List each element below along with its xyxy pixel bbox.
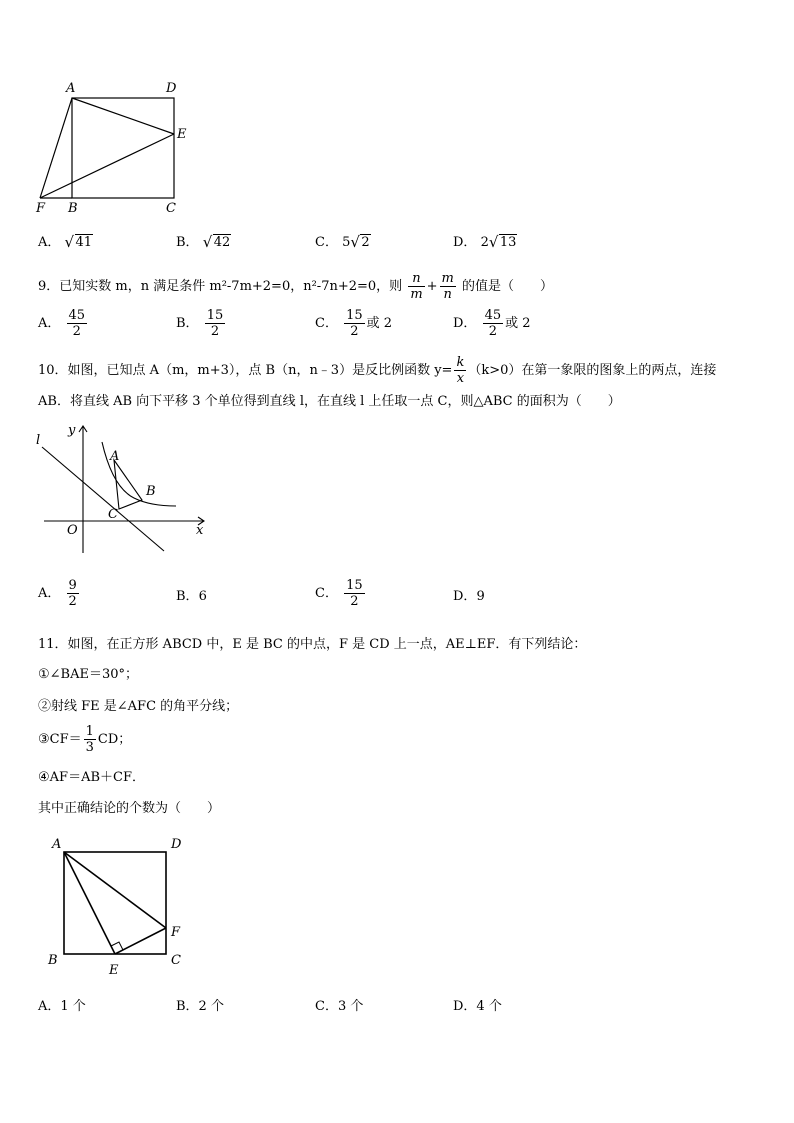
- q8-option-b-label: B．: [176, 235, 199, 250]
- label-e: E: [177, 127, 187, 142]
- q8-a-radicand: 41: [75, 235, 93, 250]
- q11-stem: 11．如图，在正方形 ABCD 中，E 是 BC 的中点，F 是 CD 上一点，AE⊥EF．有下列结论：: [38, 637, 587, 652]
- label-e: E: [109, 963, 119, 978]
- figure-q8: [30, 78, 200, 218]
- q11-statement-1: ①∠BAE＝30°；: [38, 667, 139, 682]
- q9-a-fraction: $\frac{45}{2}$: [68, 308, 86, 339]
- q10-option-b[interactable]: [176, 588, 207, 606]
- figure-q11: [40, 832, 200, 982]
- q10-option-c[interactable]: [315, 578, 367, 609]
- q10-option-b-text: 6: [198, 589, 207, 604]
- label-b: B: [48, 953, 58, 968]
- q11-option-a[interactable]: A．1 个: [38, 999, 86, 1014]
- sqrt-symbol: √ 41: [64, 233, 93, 251]
- triangle-abc: [114, 460, 142, 509]
- q9-c-fraction: $\frac{15}{2}$: [346, 308, 363, 339]
- segment-af: [40, 98, 72, 198]
- q9-stem: [38, 271, 553, 302]
- q9-d-fraction: $\frac{45}{2}$: [484, 308, 502, 339]
- segment-ae: [64, 852, 115, 954]
- q9-b-fraction: $\frac{15}{2}$: [206, 308, 224, 339]
- q11-s3-prefix: ③CF＝: [38, 732, 82, 747]
- label-x: x: [196, 523, 204, 538]
- q9-prefix: 9．已知实数 m，n 满足条件 m²-7m+2=0，n²-7n+2=0，则: [38, 279, 403, 294]
- q9-option-c[interactable]: [315, 308, 392, 339]
- q8-option-d[interactable]: [453, 234, 517, 252]
- q8-d-coef: 2: [480, 235, 489, 250]
- q9-option-a-label: A．: [38, 316, 61, 331]
- q8-option-c[interactable]: [315, 234, 371, 252]
- q10-line1-suffix: （k>0）在第一象限的图象上的两点，连接: [468, 363, 717, 378]
- q9-fraction-n-over-m: $\frac{n}{m}$: [410, 271, 423, 302]
- q9-d-suffix: 或 2: [505, 316, 531, 331]
- q9-option-c-label: C．: [315, 316, 338, 331]
- q8-d-radicand: 13: [499, 235, 517, 250]
- q9-option-a[interactable]: [38, 308, 89, 339]
- q10-c-fraction: $\frac{15}{2}$: [346, 578, 363, 609]
- square-abcd: [72, 98, 174, 198]
- q10-option-b-label: B．: [176, 589, 199, 604]
- q11-option-b[interactable]: B．2 个: [176, 999, 224, 1014]
- label-y: y: [68, 423, 76, 438]
- q8-option-a-label: A．: [38, 235, 61, 250]
- label-f: F: [36, 201, 46, 216]
- label-l: l: [36, 433, 41, 448]
- q8-option-a[interactable]: [38, 234, 93, 252]
- q9-plus: +: [426, 279, 438, 294]
- q11-s3-fraction: $\frac{1}{3}$: [85, 724, 94, 755]
- q8-option-c-label: C．: [315, 235, 338, 250]
- q11-s3-suffix: CD；: [97, 732, 132, 747]
- q10-option-d-text: 9: [476, 589, 485, 604]
- q8-option-d-label: D．: [453, 235, 477, 250]
- q9-option-b-label: B．: [176, 316, 199, 331]
- q10-stem-line2: AB．将直线 AB 向下平移 3 个单位得到直线 l，在直线 l 上任取一点 C，则△ABC 的面积为（ ）: [38, 394, 621, 409]
- q10-option-d-label: D．: [453, 589, 477, 604]
- label-a: A: [66, 81, 76, 96]
- q10-k-over-x: $\frac{k}{x}$: [456, 355, 465, 386]
- q9-option-d[interactable]: [453, 308, 531, 339]
- q11-option-c[interactable]: C．3 个: [315, 999, 364, 1014]
- label-a: A: [110, 449, 120, 464]
- q9-option-b[interactable]: [176, 308, 227, 339]
- line-l: [42, 447, 164, 551]
- segment-ae: [72, 98, 174, 134]
- q8-option-b[interactable]: [176, 234, 231, 252]
- q11-statement-3: [38, 724, 131, 755]
- q10-option-d[interactable]: [453, 588, 485, 606]
- label-d: D: [166, 81, 177, 96]
- label-c: C: [171, 953, 181, 968]
- q9-fraction-m-over-n: $\frac{m}{n}$: [441, 271, 454, 302]
- q8-b-radicand: 42: [213, 235, 231, 250]
- label-f: F: [171, 925, 181, 940]
- label-b: B: [68, 201, 78, 216]
- sqrt-symbol: √ 42: [202, 233, 231, 251]
- q11-statement-2: ②射线 FE 是∠AFC 的角平分线；: [38, 699, 239, 714]
- q9-suffix: 的值是（ ）: [462, 279, 554, 294]
- q11-option-d[interactable]: D．4 个: [453, 999, 502, 1014]
- square-abcd: [64, 852, 166, 954]
- q10-option-a-label: A．: [38, 586, 61, 601]
- q8-c-radicand: 2: [361, 235, 370, 250]
- q10-line1-prefix: 10．如图，已知点 A（m，m+3），点 B（n，n﹣3）是反比例函数 y=: [38, 363, 453, 378]
- sqrt-symbol: √ 2: [350, 233, 370, 251]
- label-d: D: [171, 837, 182, 852]
- q11-statement-4: ④AF＝AB＋CF．: [38, 770, 145, 785]
- q10-a-fraction: $\frac{9}{2}$: [68, 578, 77, 609]
- q11-ask: 其中正确结论的个数为（ ）: [38, 801, 221, 816]
- q8-c-coef: 5: [342, 235, 351, 250]
- q9-option-d-label: D．: [453, 316, 477, 331]
- q10-option-a[interactable]: [38, 578, 81, 609]
- segment-fe: [40, 134, 174, 198]
- label-c: C: [166, 201, 176, 216]
- q10-option-c-label: C．: [315, 586, 338, 601]
- q10-stem-line1: [38, 355, 716, 386]
- label-c: C: [108, 507, 118, 522]
- q9-c-suffix: 或 2: [366, 316, 393, 331]
- label-a: A: [52, 837, 62, 852]
- figure-q10: [30, 420, 215, 560]
- label-b: B: [146, 484, 156, 499]
- label-o: O: [67, 523, 78, 538]
- sqrt-symbol: √ 13: [488, 233, 517, 251]
- segment-af: [64, 852, 166, 928]
